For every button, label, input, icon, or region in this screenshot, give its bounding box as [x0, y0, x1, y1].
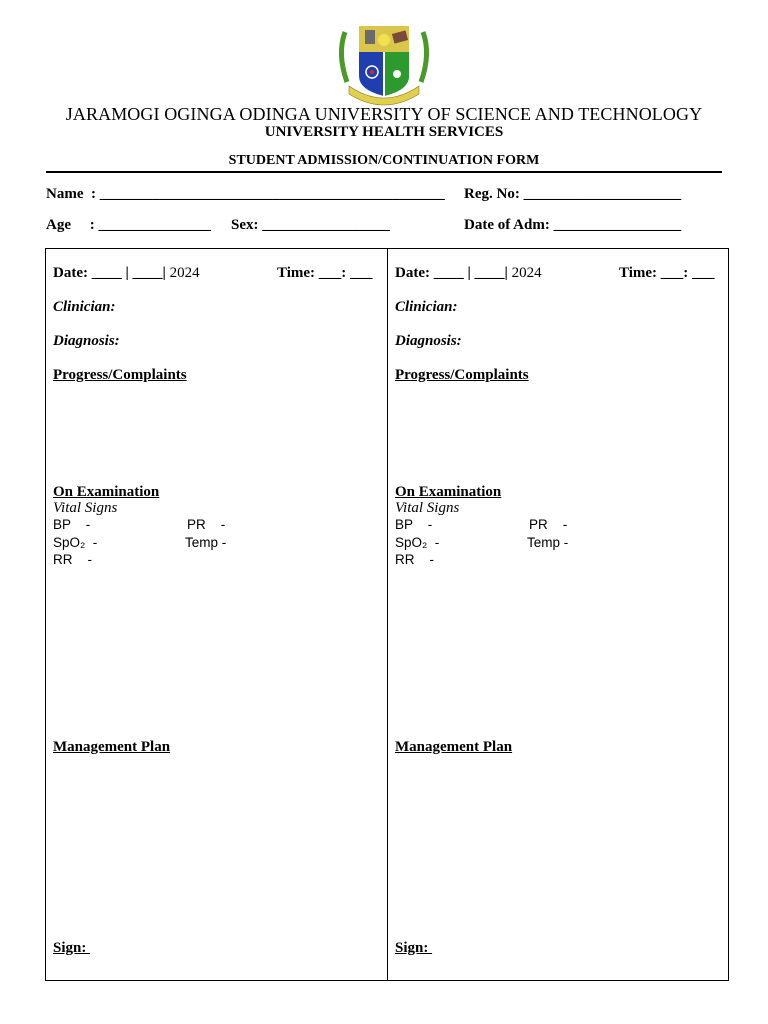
- date-field[interactable]: [53, 265, 200, 282]
- on-examination-heading: On Examination: [395, 484, 502, 500]
- pr-label: PR -: [187, 517, 226, 532]
- university-name: JARAMOGI OGINGA ODINGA UNIVERSITY OF SCIENCE AND TECHNOLOGY: [65, 104, 703, 124]
- time-field[interactable]: Time: ___: ___: [619, 265, 715, 281]
- vital-signs-label: Vital Signs: [395, 500, 460, 516]
- age-field[interactable]: Age : _______________: [46, 217, 211, 233]
- clinician-label: Clinician:: [53, 299, 116, 315]
- department-name: UNIVERSITY HEALTH SERVICES: [264, 124, 504, 140]
- form-title: STUDENT ADMISSION/CONTINUATION FORM: [228, 153, 540, 168]
- pr-label: PR -: [529, 517, 568, 532]
- visit-column-left: [53, 248, 383, 981]
- bp-label: BP -: [395, 517, 433, 532]
- sign-label: Sign:: [395, 940, 433, 956]
- date-year: 2024: [511, 265, 542, 281]
- name-field[interactable]: Name : ______________________________________________: [46, 186, 445, 202]
- diagnosis-label: Diagnosis:: [53, 333, 120, 349]
- management-plan-heading: Management Plan: [53, 739, 171, 755]
- time-field[interactable]: Time: ___: ___: [277, 265, 373, 281]
- rr-label: RR -: [395, 552, 434, 567]
- date-of-admission-field[interactable]: Date of Adm: _________________: [464, 217, 682, 233]
- date-label: Date:: [53, 265, 88, 281]
- title-divider: [46, 171, 722, 173]
- temp-label: Temp -: [185, 535, 227, 550]
- reg-no-field[interactable]: Reg. No: _____________________: [464, 186, 682, 202]
- bp-label: BP -: [53, 517, 91, 532]
- clinician-label: Clinician:: [395, 299, 458, 315]
- sex-field[interactable]: Sex: _________________: [231, 217, 390, 233]
- spo2-label: SpO₂ -: [395, 535, 440, 550]
- date-blanks: ____ | ____|: [87, 265, 170, 281]
- column-divider: [387, 248, 388, 981]
- sign-label: Sign:: [53, 940, 91, 956]
- date-year: 2024: [169, 265, 200, 281]
- vital-signs-label: Vital Signs: [53, 500, 118, 516]
- temp-label: Temp -: [527, 535, 569, 550]
- date-field[interactable]: [395, 265, 542, 282]
- diagnosis-label: Diagnosis:: [395, 333, 462, 349]
- date-blanks: ____ | ____|: [429, 265, 512, 281]
- rr-label: RR -: [53, 552, 92, 567]
- progress-complaints-heading: Progress/Complaints: [53, 367, 187, 383]
- management-plan-heading: Management Plan: [395, 739, 513, 755]
- spo2-label: SpO₂ -: [53, 535, 98, 550]
- date-label: Date:: [395, 265, 430, 281]
- university-logo: [331, 24, 437, 106]
- progress-complaints-heading: Progress/Complaints: [395, 367, 529, 383]
- visit-column-right: [395, 248, 725, 981]
- on-examination-heading: On Examination: [53, 484, 160, 500]
